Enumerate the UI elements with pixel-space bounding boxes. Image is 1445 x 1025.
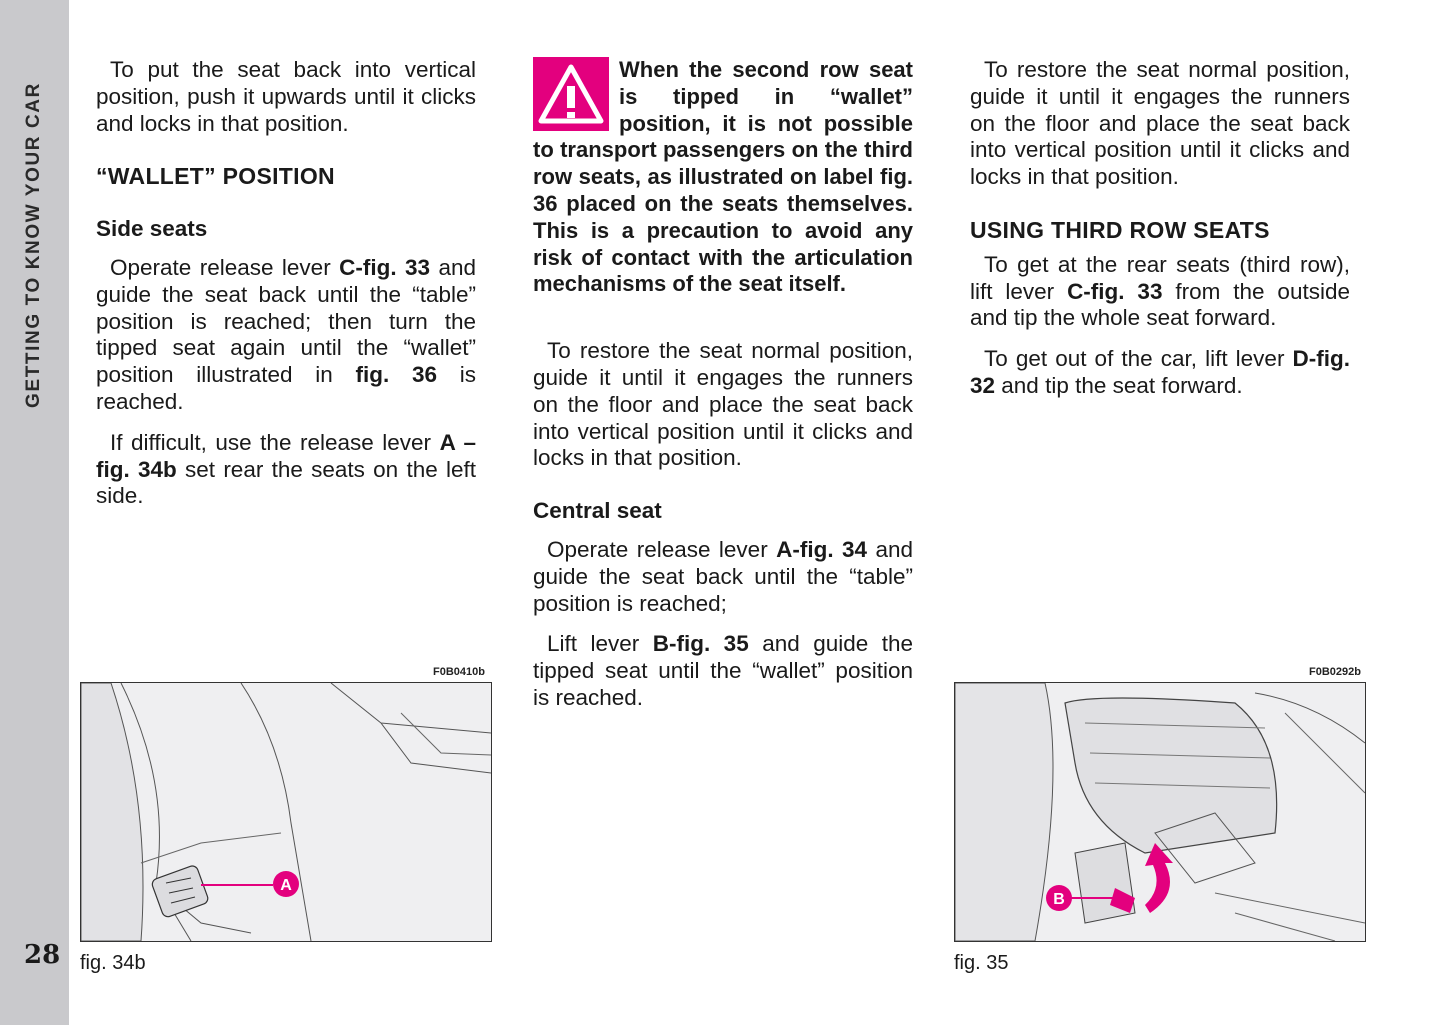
intro-paragraph: To put the seat back into vertical position, push it upwards until it clicks and locks in that position. [96, 57, 476, 136]
central-seat-paragraph-1: Operate release lever A-fig. 34 and guide the seat back until the “table” position is reached; [533, 536, 913, 616]
figure-code-left: F0B0410b [433, 666, 485, 678]
third-row-paragraph-2: To get out of the car, lift lever D-fig. 32 and tip the seat forward. [970, 346, 1350, 398]
column-1 [96, 57, 476, 524]
heading-third-row-seats: USING THIRD ROW SEATS [970, 216, 1270, 243]
figure-34b [80, 682, 492, 942]
callout-label-b: B [1053, 891, 1065, 908]
warning-block [533, 57, 913, 298]
warning-text: When the second row seat is tipped in “wallet” position, it is not possible to transport passengers on the third row seats, as illustrated on label fig. 36 placed on the seats themselves. This is a precaution to avoid any risk of contact with the articulation mechanisms of the seat itself. [533, 57, 913, 297]
side-seats-paragraph-1: Operate release lever C-fig. 33 and guide the seat back until the “table” position is reached; then turn the tipped seat again until the “wallet” position illustrated in fig. 36 is reached. [96, 254, 476, 414]
restore-paragraph: To restore the seat normal position, guide it until it engages the runners on the floor and place the seat back into vertical position until it clicks and locks in that position. [533, 338, 913, 471]
figure-code-right: F0B0292b [1309, 666, 1361, 678]
subheading-central-seat: Central seat [533, 498, 662, 524]
seat-lever-illustration [81, 683, 491, 941]
figure-caption-left: fig. 34b [80, 952, 146, 974]
sidebar [0, 0, 69, 1025]
heading-wallet-position: “WALLET” POSITION [96, 163, 335, 190]
fig-ref: A-fig. 34 [776, 536, 868, 562]
section-title: GETTING TO KNOW YOUR CAR [23, 82, 44, 408]
third-row-paragraph-1: To get at the rear seats (third row), lift lever C-fig. 33 from the outside and tip the whole seat forward. [970, 251, 1350, 331]
fig-ref: C-fig. 33 [1067, 278, 1163, 304]
page-number: 28 [24, 940, 61, 970]
warning-triangle-icon [533, 57, 609, 131]
figure-35 [954, 682, 1366, 942]
restore-paragraph-2: To restore the seat normal position, guide it until it engages the runners on the floor and place the seat back into vertical position until it clicks and locks in that position. [970, 57, 1350, 190]
central-seat-paragraph-2: Lift lever B-fig. 35 and guide the tipped seat until the “wallet” position is reached. [533, 631, 913, 710]
callout-label-a: A [280, 877, 292, 894]
fig-ref: D-fig. 32 [970, 346, 1350, 398]
fig-ref: C-fig. 33 [339, 254, 431, 280]
subheading-side-seats: Side seats [96, 216, 208, 242]
side-seats-paragraph-2: If difficult, use the release lever A – fig. 34b set rear the seats on the left side. [96, 429, 476, 509]
seat-runner-illustration [955, 683, 1365, 941]
fig-ref: B-fig. 35 [652, 631, 749, 657]
fig-ref: fig. 36 [355, 362, 438, 388]
column-3 [970, 57, 1350, 414]
column-2 [533, 57, 913, 726]
fig-ref: A – fig. 34b [96, 429, 476, 482]
figure-caption-right: fig. 35 [954, 952, 1009, 974]
